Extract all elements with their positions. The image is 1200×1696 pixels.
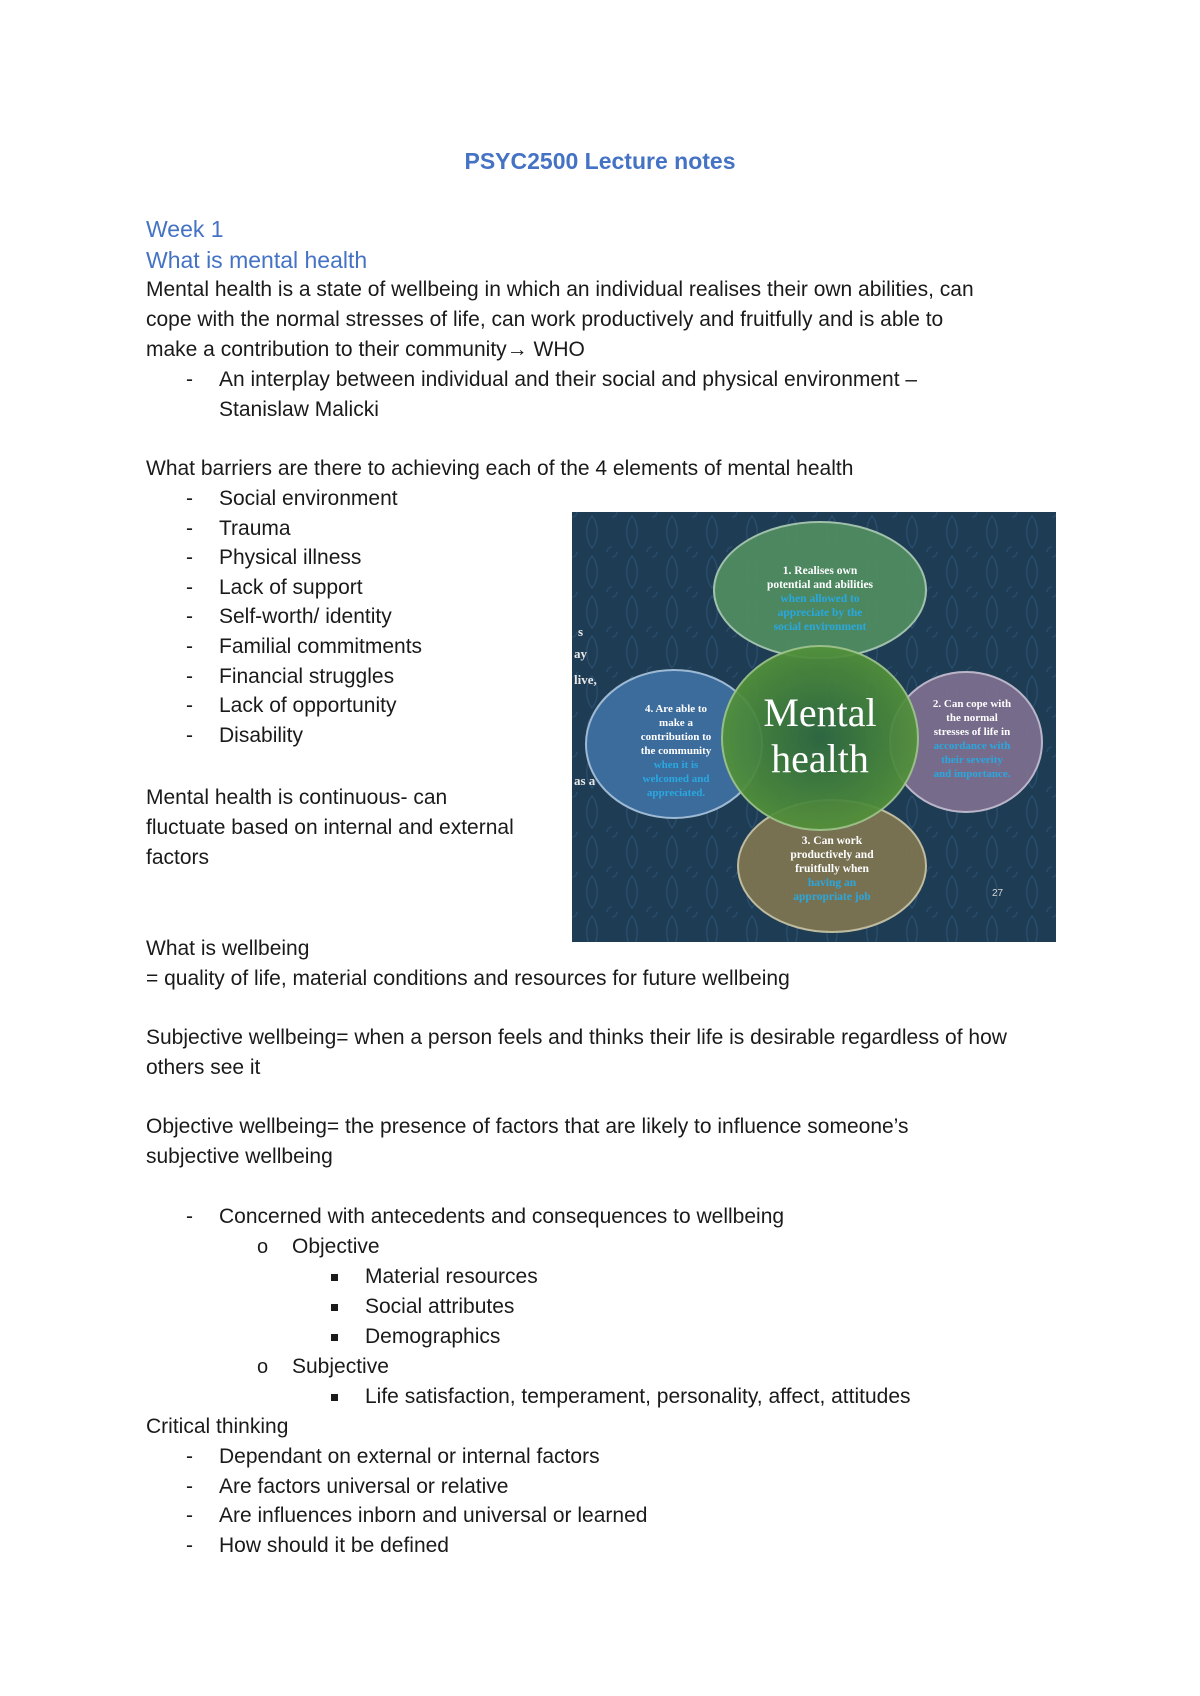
square-bullet bbox=[331, 1304, 338, 1311]
barrier-item-2: Trauma bbox=[219, 516, 291, 540]
objective-item-1: Material resources bbox=[365, 1265, 538, 1288]
square-bullet bbox=[331, 1334, 338, 1341]
objective-line-2: subjective wellbeing bbox=[146, 1145, 333, 1168]
dash-bullet: - bbox=[186, 694, 193, 718]
barrier-item-3: Physical illness bbox=[219, 546, 362, 570]
objective-item-3: Demographics bbox=[365, 1325, 501, 1348]
concerned-line: Concerned with antecedents and consequences to wellbeing bbox=[219, 1205, 785, 1228]
left-text-3: contribution to bbox=[640, 731, 712, 743]
dash-bullet: - bbox=[186, 664, 193, 688]
edge-text-1: s bbox=[578, 624, 584, 639]
top-text-4: appreciate by the bbox=[777, 607, 863, 619]
critical-thinking-heading: Critical thinking bbox=[146, 1415, 289, 1438]
barrier-item-9: Disability bbox=[219, 723, 304, 747]
right-text-5: their severity bbox=[941, 754, 1003, 766]
top-text-1: 1. Realises own bbox=[782, 565, 858, 577]
dash-bullet: - bbox=[186, 546, 193, 570]
wellbeing-definition: = quality of life, material conditions and resources for future wellbeing bbox=[146, 967, 790, 990]
barrier-item-1: Social environment bbox=[219, 487, 398, 510]
right-text-1: 2. Can cope with bbox=[932, 698, 1012, 710]
dash-bullet: - bbox=[186, 575, 193, 599]
edge-text-3: live, bbox=[574, 672, 597, 687]
top-text-3: when allowed to bbox=[780, 593, 860, 605]
barriers-question: What barriers are there to achieving each of the 4 elements of mental health bbox=[146, 457, 854, 480]
center-text-health: health bbox=[771, 736, 869, 781]
bottom-text-5: appropriate job bbox=[793, 891, 871, 903]
critical-item-4: How should it be defined bbox=[219, 1533, 449, 1557]
center-text-mental: Mental bbox=[763, 690, 877, 735]
subjective-item-1: Life satisfaction, temperament, personality, affect, attitudes bbox=[365, 1385, 911, 1408]
barrier-item-7: Financial struggles bbox=[219, 664, 395, 688]
wellbeing-question: What is wellbeing bbox=[146, 937, 310, 960]
right-text-6: and importance. bbox=[933, 768, 1011, 780]
page-title: PSYC2500 Lecture notes bbox=[464, 148, 736, 174]
continuous-line-3: factors bbox=[146, 846, 210, 869]
critical-item-2: Are factors universal or relative bbox=[219, 1474, 509, 1498]
edge-text-4: as a bbox=[574, 773, 596, 788]
continuous-line-1: Mental health is continuous- can bbox=[146, 786, 448, 809]
edge-text-2: ay bbox=[574, 646, 587, 661]
square-bullet bbox=[331, 1274, 338, 1281]
bottom-text-3: fruitfully when bbox=[795, 863, 869, 875]
dash-bullet: - bbox=[186, 1445, 193, 1468]
right-text-3: stresses of life in bbox=[933, 726, 1011, 738]
dash-bullet: - bbox=[186, 1504, 193, 1528]
dash-bullet: - bbox=[186, 605, 193, 629]
dash-bullet: - bbox=[186, 487, 193, 510]
mental-health-diagram bbox=[572, 512, 1056, 942]
objective-item-2: Social attributes bbox=[365, 1295, 515, 1318]
dash-bullet: - bbox=[186, 723, 193, 747]
barrier-item-4: Lack of support bbox=[219, 575, 363, 599]
diagram-svg bbox=[572, 512, 1056, 942]
right-text-4: accordance with bbox=[933, 740, 1011, 752]
definition-line-2: cope with the normal stresses of life, can work productively and fruitfully and is able to bbox=[146, 308, 944, 331]
subjective-line-2: others see it bbox=[146, 1056, 261, 1079]
circle-bullet: o bbox=[257, 1356, 269, 1378]
left-text-6: welcomed and bbox=[642, 773, 710, 785]
barrier-item-8: Lack of opportunity bbox=[219, 694, 397, 718]
left-text-5: when it is bbox=[653, 759, 699, 771]
dash-bullet: - bbox=[186, 1474, 193, 1498]
bottom-text-4: having an bbox=[807, 877, 857, 889]
left-text-1: 4. Are able to bbox=[644, 703, 708, 715]
definition-line-1: Mental health is a state of wellbeing in which an individual realises their own abilities, can bbox=[146, 278, 974, 301]
dash-bullet: - bbox=[186, 516, 193, 540]
slide-number: 27 bbox=[992, 888, 1004, 899]
left-text-2: make a bbox=[659, 717, 693, 729]
bottom-text-2: productively and bbox=[790, 849, 874, 861]
left-text-7: appreciated. bbox=[646, 787, 706, 799]
interplay-line-1: An interplay between individual and their social and physical environment – bbox=[219, 368, 918, 391]
subjective-label: Subjective bbox=[292, 1355, 389, 1378]
barrier-item-5: Self-worth/ identity bbox=[219, 605, 392, 629]
definition-line-3: make a contribution to their community→ WHO bbox=[146, 338, 585, 361]
week-heading: Week 1 bbox=[146, 216, 224, 242]
continuous-line-2: fluctuate based on internal and external bbox=[146, 816, 514, 839]
dash-bullet: - bbox=[186, 1533, 193, 1557]
critical-item-3: Are influences inborn and universal or learned bbox=[219, 1504, 648, 1528]
square-bullet bbox=[331, 1394, 338, 1401]
section-heading: What is mental health bbox=[146, 247, 368, 273]
dash-bullet: - bbox=[186, 368, 193, 391]
objective-line-1: Objective wellbeing= the presence of factors that are likely to influence someone’s bbox=[146, 1115, 909, 1138]
right-text-2: the normal bbox=[946, 712, 998, 724]
subjective-line-1: Subjective wellbeing= when a person feels and thinks their life is desirable regardless of how bbox=[146, 1026, 1007, 1049]
objective-label: Objective bbox=[292, 1235, 380, 1258]
left-text-4: the community bbox=[640, 745, 712, 757]
bottom-text-1: 3. Can work bbox=[801, 835, 863, 847]
dash-bullet: - bbox=[186, 635, 193, 658]
barrier-item-6: Familial commitments bbox=[219, 635, 423, 658]
bottom-circle-text bbox=[790, 835, 874, 903]
critical-item-1: Dependant on external or internal factors bbox=[219, 1445, 600, 1468]
interplay-line-2: Stanislaw Malicki bbox=[219, 398, 379, 421]
circle-bullet: o bbox=[257, 1236, 269, 1258]
top-text-2: potential and abilities bbox=[766, 579, 874, 591]
top-text-5: social environment bbox=[773, 621, 867, 633]
dash-bullet: - bbox=[186, 1205, 193, 1228]
